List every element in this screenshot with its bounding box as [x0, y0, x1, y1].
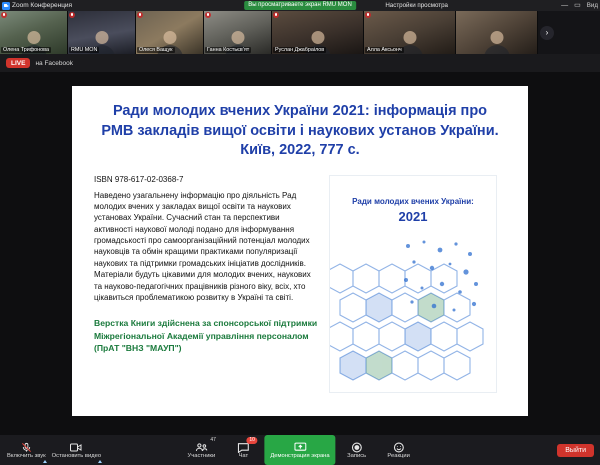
participant-name: Олеся Ващук [139, 47, 173, 53]
view-mode-label[interactable]: Вид [586, 1, 598, 9]
reactions-button[interactable] [378, 435, 420, 465]
meeting-toolbar [0, 435, 600, 465]
camera-icon [70, 442, 82, 453]
isbn-text: ISBN 978-617-02-0368-7 [94, 174, 184, 184]
chat-label: Чат [238, 452, 249, 459]
maximize-icon[interactable]: ▭ [574, 2, 581, 9]
microphone-muted-icon [69, 12, 75, 18]
microphone-muted-icon [365, 12, 371, 18]
chevron-right-icon[interactable]: › [540, 26, 554, 40]
screen-share-notice: Вы просматриваете экран RMU MON [244, 1, 356, 10]
mute-audio-button[interactable] [4, 435, 49, 465]
chevron-up-icon[interactable] [43, 460, 47, 463]
silhouette-head [311, 31, 324, 44]
slide-body [94, 175, 506, 393]
app-title: Zoom Конференция [12, 2, 73, 9]
sponsor-text: Верстка Книги здійснена за спонсорської підтримки Міжрегіональної Академії управління персоналом (ПрАТ "ВНЗ "МАУП") [94, 318, 318, 354]
slide-image-column [329, 175, 504, 393]
participant-name: Ганна Костьєв'ят [207, 47, 250, 53]
video-tile[interactable] [204, 11, 272, 54]
shared-screen-area[interactable] [0, 72, 600, 435]
microphone-muted-icon [273, 12, 279, 18]
video-tile[interactable] [364, 11, 456, 54]
cover-title: Ради молодих вчених України: [352, 196, 474, 206]
window-title-bar [0, 0, 600, 11]
record-label: Запись [347, 452, 367, 459]
video-tile[interactable] [456, 11, 538, 54]
view-options-button[interactable]: Настройки просмотра [385, 2, 448, 9]
minimize-icon[interactable]: — [561, 1, 569, 9]
share-screen-button[interactable] [264, 435, 335, 465]
participants-button[interactable] [180, 435, 222, 465]
participant-name: RMU MON [71, 47, 98, 53]
reactions-icon [393, 442, 404, 453]
mute-audio-label: Включить звук [7, 452, 46, 459]
silhouette-head [490, 31, 503, 44]
microphone-muted-icon [137, 12, 143, 18]
chat-unread-badge: 10 [247, 437, 258, 444]
participants-icon [195, 442, 208, 453]
microphone-muted-icon [1, 12, 7, 18]
record-button[interactable] [336, 435, 378, 465]
toolbar-right-group [557, 444, 594, 457]
chevron-up-icon[interactable] [98, 460, 102, 463]
cover-year: 2021 [398, 208, 428, 224]
slide-paragraph: Наведено узагальнену інформацію про діяльність Рад молодих вчених у закладах вищої освіти та наукових установах України. Сучасний стан та перспективи активності наукової молоді подано для інформування громадськості про самоорганізаційний потенціал молодих науковців та обмін кращими практиками популяризації наукових та підтримки громадських ініціатив дослідників. Матеріали будуть цікавими для молодих вчених, наукових та науково-педагогічних працівників різного віку, всіх, хто цікавиться проблематикою розвитку в Україні та світі. [94, 190, 311, 302]
video-tile[interactable] [136, 11, 204, 54]
silhouette-head [231, 31, 244, 44]
video-tile[interactable] [68, 11, 136, 54]
slide-title: Ради молодих вчених України 2021: інформація про РМВ закладів вищої освіти і наукових установ України. Київ, 2022, 777 с. [101, 103, 499, 159]
microphone-muted-icon [21, 442, 32, 453]
decorative-dots [398, 238, 488, 318]
video-tile[interactable] [0, 11, 68, 54]
silhouette-head [27, 31, 40, 44]
stop-video-label: Остановить видео [51, 452, 102, 459]
share-screen-label: Демонстрация экрана [270, 452, 330, 459]
silhouette-body [484, 45, 510, 54]
silhouette-head [163, 31, 176, 44]
participant-name: Олена Трифонова [3, 47, 49, 53]
share-screen-icon [294, 442, 306, 453]
participants-label: Участники [187, 452, 216, 459]
participant-filmstrip[interactable] [0, 11, 600, 54]
book-cover-image [329, 175, 497, 393]
microphone-muted-icon [205, 12, 211, 18]
silhouette-head [95, 31, 108, 44]
reactions-label: Реакции [387, 452, 410, 459]
live-badge: LIVE [6, 58, 30, 68]
live-platform-label: на Facebook [35, 59, 74, 67]
participant-name: Алла Аксьонч [367, 47, 402, 53]
presentation-slide [72, 86, 528, 416]
leave-meeting-button[interactable]: Выйти [557, 444, 594, 457]
record-icon [351, 442, 362, 453]
zoom-logo-icon [2, 2, 10, 10]
window-controls [561, 1, 598, 9]
slide-text-column [94, 175, 319, 393]
toolbar-center-group [180, 435, 419, 465]
chat-button[interactable] [222, 435, 264, 465]
participants-count: 47 [210, 437, 216, 443]
live-streaming-bar [0, 54, 600, 72]
silhouette-head [403, 31, 416, 44]
stop-video-button[interactable] [49, 435, 104, 465]
participant-name: Руслан Джабраілов [275, 47, 325, 53]
video-tile[interactable] [272, 11, 364, 54]
